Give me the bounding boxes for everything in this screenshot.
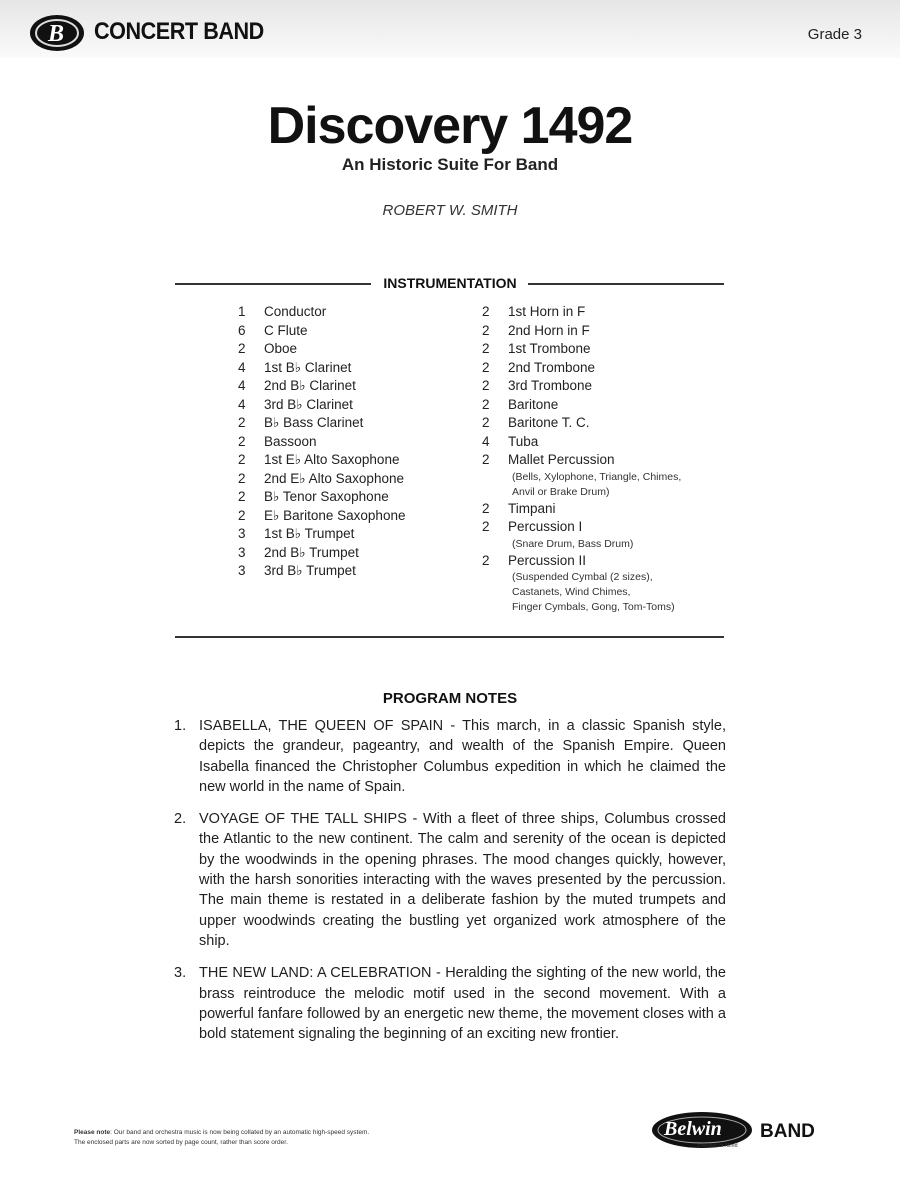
instrument-name: 1st B♭ Trumpet — [264, 526, 355, 541]
instrument-row — [238, 322, 405, 341]
instrument-qty: 6 — [238, 322, 246, 338]
instrument-qty: 2 — [482, 359, 490, 375]
instrument-qty: 2 — [482, 396, 490, 412]
instrument-row — [482, 303, 681, 322]
program-note — [174, 809, 726, 951]
instrument-name: Baritone — [508, 396, 559, 412]
instrumentation-right-column — [482, 303, 681, 615]
instrument-row — [482, 500, 681, 519]
instrument-qty: 4 — [238, 396, 246, 412]
instrument-name: Tuba — [508, 433, 539, 449]
instrument-detail: Castanets, Wind Chimes, — [512, 586, 631, 598]
instrumentation-bottom-rule — [175, 636, 724, 638]
instrument-name: C Flute — [264, 322, 308, 338]
instrument-name: 2nd Horn in F — [508, 322, 590, 338]
instrument-row — [238, 303, 405, 322]
instrument-qty: 4 — [238, 378, 246, 393]
instrument-qty: 2 — [482, 415, 490, 430]
program-note — [174, 716, 726, 797]
instrument-row — [238, 359, 405, 378]
instrument-row — [482, 433, 681, 452]
instrument-qty: 2 — [482, 304, 490, 319]
instrument-detail: (Bells, Xylophone, Triangle, Chimes, — [512, 470, 682, 483]
program-note-number: 2. — [174, 811, 187, 828]
instrument-qty: 1 — [238, 304, 246, 319]
instrument-detail: Anvil or Brake Drum) — [512, 485, 610, 498]
footer-note-line2: The enclosed parts are now sorted by page count, rather than score order. — [74, 1139, 288, 1146]
instrument-qty: 3 — [238, 544, 246, 560]
instrument-row — [238, 377, 405, 396]
instrument-name: 2nd B♭ Trumpet — [264, 544, 359, 560]
instrument-qty: 2 — [238, 433, 246, 449]
instrument-detail: (Snare Drum, Bass Drum) — [512, 537, 634, 550]
program-notes-list — [174, 716, 726, 1056]
instrument-qty: 2 — [238, 489, 246, 504]
publisher-sub: a division of Alfred — [697, 1143, 738, 1149]
program-notes-heading: PROGRAM NOTES — [382, 690, 518, 707]
instrument-qty: 2 — [482, 322, 490, 338]
grade-label: Grade 3 — [807, 26, 862, 43]
instrument-row — [238, 488, 405, 507]
subtitle: An Historic Suite For Band — [341, 155, 559, 174]
instrument-name: 3rd B♭ Trumpet — [264, 563, 356, 578]
publisher-word: Belwin — [664, 1118, 722, 1140]
instrument-name: 2nd Trombone — [508, 359, 596, 375]
program-note — [174, 963, 726, 1044]
instrument-detail: Finger Cymbals, Gong, Tom-Toms) — [512, 601, 675, 613]
footer-note-label: Please note — [74, 1129, 111, 1136]
instrument-qty: 2 — [238, 470, 246, 486]
instrument-name: Bassoon — [264, 433, 317, 449]
instrument-qty: 2 — [238, 341, 246, 356]
instrument-name: 2nd B♭ Clarinet — [264, 378, 356, 393]
instrument-name: B♭ Bass Clarinet — [264, 415, 364, 430]
instrument-row — [238, 470, 405, 489]
instrument-name: 1st Trombone — [508, 341, 591, 356]
instrument-row — [482, 451, 681, 470]
instrument-qty: 2 — [482, 341, 490, 356]
instrument-name: 1st Horn in F — [508, 304, 586, 319]
instrument-row — [482, 518, 681, 537]
instrument-row — [482, 322, 681, 341]
instrument-row — [238, 562, 405, 581]
instrument-name: E♭ Baritone Saxophone — [264, 507, 406, 523]
instrument-name: Oboe — [264, 341, 298, 356]
instrument-qty: 2 — [482, 519, 490, 534]
composer: ROBERT W. SMITH — [382, 202, 518, 219]
footer-note — [74, 1128, 514, 1148]
instrument-row — [482, 377, 681, 396]
concert-band-logo-icon — [28, 12, 86, 54]
instrument-row — [238, 396, 405, 415]
instrument-row — [482, 552, 681, 571]
instrument-name: B♭ Tenor Saxophone — [264, 489, 389, 504]
instrument-row — [238, 433, 405, 452]
instrument-name: Baritone T. C. — [508, 415, 590, 430]
footer-note-line1: : Our band and orchestra music is now being collated by an automatic high-speed system. — [110, 1129, 370, 1136]
publisher-band: BAND — [760, 1121, 815, 1142]
instrument-qty: 2 — [482, 452, 490, 467]
instrument-qty: 4 — [482, 433, 490, 449]
instrument-qty: 2 — [482, 552, 490, 568]
instrument-row — [238, 544, 405, 563]
instrument-row — [482, 414, 681, 433]
instrument-name: 3rd B♭ Clarinet — [264, 396, 353, 412]
instrument-row — [238, 525, 405, 544]
instrument-qty: 3 — [238, 563, 246, 578]
instrument-qty: 2 — [238, 415, 246, 430]
instrument-name: 1st B♭ Clarinet — [264, 359, 352, 375]
instrument-name: Conductor — [264, 304, 327, 319]
program-note-text: VOYAGE OF THE TALL SHIPS - With a fleet of three ships, Columbus crossed the Atlantic to the new continent. The calm and serenity of the ocean is depicted by the woodwinds in the opening phrases. The mood changes quickly, however, with the harsh sonorities interacting with the waves presented by the percussion. The main theme is restated in a deliberate fashion by the muted trumpets and upper woodwinds creating the bustling yet organized work atmosphere of the ship. — [199, 811, 726, 949]
instrument-row — [482, 340, 681, 359]
instrument-row — [238, 340, 405, 359]
instrument-row — [238, 414, 405, 433]
program-note-text: THE NEW LAND: A CELEBRATION - Heralding the sighting of the new world, the brass reintroduce the melodic motif used in the second movement. With a powerful fanfare followed by an energetic new theme, the movement closes with a bold statement signaling the beginning of an exciting new frontier. — [199, 965, 726, 1043]
instrument-name: Mallet Percussion — [508, 452, 615, 467]
instrument-name: Timpani — [508, 500, 556, 516]
instrumentation-heading: INSTRUMENTATION — [383, 275, 517, 291]
series-title: CONCERT BAND — [94, 18, 264, 45]
instrument-name: 3rd Trombone — [508, 378, 593, 393]
page-title: Discovery 1492 — [267, 97, 633, 155]
instrument-name: Percussion II — [508, 552, 587, 568]
program-note-number: 1. — [174, 718, 187, 734]
svg-text:B: B — [48, 21, 65, 47]
program-note-text: ISABELLA, THE QUEEN OF SPAIN - This march, in a classic Spanish style, depicts the grandeur, pageantry, and wealth of the Spanish Empire. Queen Isabella financed the Christopher Columbus expedition in which he claimed the new world in the name of Spain. — [199, 718, 726, 795]
instrument-qty: 2 — [238, 507, 246, 523]
instrument-qty: 3 — [238, 526, 246, 541]
instrument-row — [482, 359, 681, 378]
instrument-row — [482, 396, 681, 415]
instrument-name: 1st E♭ Alto Saxophone — [264, 452, 400, 467]
instrument-qty: 4 — [238, 359, 246, 375]
instrument-row — [238, 507, 405, 526]
instrument-row — [238, 451, 405, 470]
instrument-name: 2nd E♭ Alto Saxophone — [264, 470, 404, 486]
program-note-number: 3. — [174, 965, 187, 982]
instrument-qty: 2 — [238, 452, 246, 467]
instrument-detail: (Suspended Cymbal (2 sizes), — [512, 571, 653, 583]
instrument-name: Percussion I — [508, 519, 583, 534]
instrument-qty: 2 — [482, 378, 490, 393]
instrument-qty: 2 — [482, 500, 490, 516]
instrumentation-left-column — [238, 303, 405, 581]
